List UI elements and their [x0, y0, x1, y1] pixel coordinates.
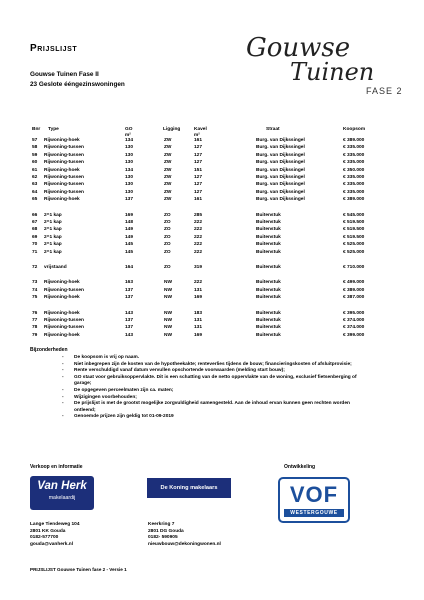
cell-go: 145 — [125, 249, 134, 255]
project-name: Gouwse Tuinen Fase II — [30, 71, 99, 78]
cell-nr: 76 — [32, 310, 38, 316]
cell-kavel: 131 — [194, 318, 203, 323]
cell-nr: 61 — [32, 167, 38, 173]
van-herk-logo-sub: makelaardij — [48, 495, 76, 501]
cell-straat: Buitenstuk — [256, 212, 281, 218]
cell-straat: Burg. van Dijkssingel — [256, 189, 305, 195]
cell-straat: Burg. van Dijkssingel — [256, 152, 305, 158]
cell-ligging: ZW — [164, 189, 172, 195]
col-header-kavel-unit: m² — [194, 132, 200, 138]
cell-go: 163 — [125, 280, 134, 286]
verkoop-title: Verkoop en informatie — [30, 464, 83, 470]
logo-line1: Gouwse — [246, 33, 351, 63]
cell-type: Rijwoning-tussen — [44, 182, 84, 188]
cell-go: 130 — [125, 189, 134, 195]
van-herk-logo-name: Van Herk — [37, 480, 87, 492]
table-row — [0, 189, 424, 196]
table-row — [0, 317, 424, 324]
cell-type: Rijwoning-hoek — [44, 332, 80, 338]
cell-go: 137 — [125, 318, 134, 323]
cell-go: 149 — [125, 227, 134, 233]
table-row — [0, 181, 424, 188]
cell-prijs: € 525.000 — [343, 242, 365, 248]
cell-ligging: NW — [164, 318, 172, 323]
cell-type: 2^1 kap — [44, 220, 62, 225]
cell-ligging: NW — [164, 332, 172, 338]
table-row — [0, 174, 424, 181]
cell-nr: 59 — [32, 152, 38, 158]
cell-straat: Burg. van Dijkssingel — [256, 197, 305, 203]
table-row — [0, 279, 424, 286]
cell-nr: 62 — [32, 175, 38, 180]
vof-westergouwe-logo — [278, 477, 350, 523]
cell-kavel: 169 — [194, 332, 203, 338]
col-header-go-unit: m² — [125, 132, 131, 138]
cell-kavel: 161 — [194, 138, 203, 143]
cell-ligging: NW — [164, 280, 172, 286]
cell-ligging: ZW — [164, 152, 172, 158]
gouwse-tuinen-logo — [238, 28, 408, 98]
cell-nr: 77 — [32, 318, 38, 323]
cell-prijs: € 374.000 — [343, 318, 365, 323]
cell-ligging: NW — [164, 325, 172, 331]
cell-prijs: € 395.000 — [343, 310, 365, 316]
cell-prijs: € 499.000 — [343, 280, 365, 286]
cell-kavel: 161 — [194, 197, 203, 203]
cell-straat: Burg. van Dijkssingel — [256, 182, 305, 188]
cell-prijs: € 710.000 — [343, 265, 365, 270]
cell-go: 130 — [125, 175, 134, 180]
cell-type: Rijwoning-tussen — [44, 145, 84, 151]
list-item: - Rente verschuldigd vanaf datum vervullen opschortende voorwaarden (melding start bouw); — [62, 368, 362, 375]
cell-ligging: ZO — [164, 265, 171, 270]
cell-straat: Buitenstuk — [256, 295, 281, 301]
table-row — [0, 137, 424, 144]
cell-kavel: 319 — [194, 265, 203, 270]
table-row — [0, 264, 424, 271]
cell-go: 137 — [125, 295, 134, 301]
cell-ligging: ZW — [164, 145, 172, 151]
cell-nr: 57 — [32, 138, 38, 143]
cell-go: 137 — [125, 287, 134, 293]
van-herk-street: Lange Tiendeweg 104 — [30, 522, 80, 527]
cell-prijs: € 525.000 — [343, 249, 365, 255]
cell-go: 130 — [125, 152, 134, 158]
list-item: - Niet inbegrepen zijn de kosten van de hypotheekakte; renteverlies tijdens de bouw; financieringskosten of afsluitprovisie; — [62, 362, 362, 369]
cell-go: 149 — [125, 234, 134, 240]
cell-straat: Buitenstuk — [256, 332, 281, 338]
cell-straat: Burg. van Dijkssingel — [256, 175, 305, 180]
cell-ligging: ZW — [164, 160, 172, 166]
cell-prijs: € 389.000 — [343, 287, 365, 293]
cell-nr: 69 — [32, 234, 38, 240]
cell-type: Rijwoning-tussen — [44, 152, 84, 158]
cell-nr: 75 — [32, 295, 38, 301]
logo-fase: FASE 2 — [366, 86, 403, 96]
cell-prijs: € 374.000 — [343, 325, 365, 331]
cell-prijs: € 519.500 — [343, 234, 365, 240]
table-row — [0, 241, 424, 248]
cell-kavel: 183 — [194, 310, 203, 316]
table-row — [0, 287, 424, 294]
cell-type: Rijwoning-tussen — [44, 160, 84, 166]
cell-prijs: € 399.000 — [343, 332, 365, 338]
list-item: - De opgegeven perceelmaten zijn ca. maten; — [62, 388, 362, 395]
cell-kavel: 222 — [194, 234, 203, 240]
van-herk-city: 2801 KK Gouda — [30, 528, 66, 534]
cell-prijs: € 335.000 — [343, 175, 365, 180]
cell-nr: 74 — [32, 287, 38, 293]
cell-prijs: € 389.000 — [343, 138, 365, 143]
cell-prijs: € 519.500 — [343, 227, 365, 233]
cell-prijs: € 335.000 — [343, 182, 365, 188]
cell-kavel: 222 — [194, 242, 203, 248]
cell-go: 134 — [125, 167, 134, 173]
cell-prijs: € 389.000 — [343, 197, 365, 203]
cell-go: 130 — [125, 145, 134, 151]
table-row — [0, 234, 424, 241]
cell-ligging: NW — [164, 310, 172, 316]
table-row — [0, 152, 424, 159]
col-header-type: Type — [48, 127, 59, 132]
ontwikkeling-title: Ontwikkeling — [284, 464, 316, 470]
cell-prijs: € 335.000 — [343, 160, 365, 166]
cell-kavel: 131 — [194, 325, 203, 331]
table-row — [0, 219, 424, 226]
table-row — [0, 144, 424, 151]
logo-line2: Tuinen — [290, 58, 375, 86]
table-row — [0, 159, 424, 166]
cell-kavel: 127 — [194, 189, 203, 195]
cell-go: 137 — [125, 325, 134, 331]
cell-prijs: € 335.000 — [343, 145, 365, 151]
cell-type: 2^1 kap — [44, 212, 62, 218]
cell-prijs: € 335.000 — [343, 189, 365, 195]
cell-kavel: 151 — [194, 167, 203, 173]
cell-type: Rijwoning-tussen — [44, 287, 84, 293]
cell-go: 130 — [125, 160, 134, 166]
cell-kavel: 222 — [194, 280, 203, 286]
table-row — [0, 226, 424, 233]
cell-kavel: 127 — [194, 145, 203, 151]
cell-ligging: NW — [164, 287, 172, 293]
cell-nr: 58 — [32, 145, 38, 151]
table-row — [0, 196, 424, 203]
cell-prijs: € 519.500 — [343, 220, 365, 225]
cell-prijs: € 335.000 — [343, 152, 365, 158]
cell-straat: Buitenstuk — [256, 227, 281, 233]
cell-kavel: 222 — [194, 220, 203, 225]
list-item: - De koopsom is vrij op naam. — [62, 355, 362, 362]
cell-ligging: ZW — [164, 175, 172, 180]
cell-type: 2^1 kap — [44, 249, 62, 255]
cell-ligging: ZO — [164, 249, 171, 255]
cell-type: Rijwoning-tussen — [44, 189, 84, 195]
vof-logo-main: VOF — [289, 482, 339, 507]
cell-type: Rijwoning-tussen — [44, 325, 84, 331]
col-header-go-label: GO — [125, 127, 133, 132]
cell-go: 134 — [125, 138, 134, 143]
list-item: - Genoemde prijzen zijn geldig tot 01-09-2019 — [62, 414, 362, 421]
cell-type: Rijwoning-hoek — [44, 197, 80, 203]
cell-ligging: ZW — [164, 167, 172, 173]
de-koning-phone: 0182- 590905 — [148, 535, 178, 541]
cell-kavel: 127 — [194, 175, 203, 180]
table-row — [0, 332, 424, 339]
cell-go: 143 — [125, 310, 134, 316]
cell-nr: 64 — [32, 189, 38, 195]
cell-kavel: 285 — [194, 212, 203, 218]
cell-go: 169 — [125, 212, 134, 218]
col-header-nr: Bnr — [32, 127, 41, 132]
cell-straat: Buitenstuk — [256, 242, 281, 248]
cell-straat: Burg. van Dijkssingel — [256, 145, 305, 151]
cell-kavel: 127 — [194, 182, 203, 188]
cell-go: 137 — [125, 197, 134, 203]
project-subtitle: 23 Geslote ééngezinswoningen — [30, 81, 125, 88]
cell-straat: Buitenstuk — [256, 265, 281, 270]
cell-nr: 79 — [32, 332, 38, 338]
cell-nr: 66 — [32, 212, 38, 218]
cell-type: Rijwoning-hoek — [44, 167, 80, 173]
cell-prijs: € 350.000 — [343, 167, 365, 173]
cell-nr: 78 — [32, 325, 38, 331]
cell-straat: Buitenstuk — [256, 310, 281, 316]
col-header-kavel-label: Kavel — [194, 127, 207, 132]
list-item: - Wijzigingen voorbehouden; — [62, 395, 362, 402]
table-row — [0, 324, 424, 331]
cell-straat: Burg. van Dijkssingel — [256, 160, 305, 166]
table-row — [0, 212, 424, 219]
cell-type: Rijwoning-tussen — [44, 175, 84, 180]
cell-nr: 71 — [32, 249, 38, 255]
cell-straat: Buitenstuk — [256, 287, 281, 293]
cell-go: 145 — [125, 242, 134, 248]
van-herk-logo — [30, 476, 94, 510]
cell-nr: 67 — [32, 220, 38, 225]
col-header-ligging: Ligging — [163, 127, 181, 132]
vof-logo-sub: WESTERGOUWE — [284, 509, 344, 517]
cell-go: 130 — [125, 182, 134, 188]
bijzonderheden-list — [62, 355, 362, 421]
cell-ligging: NW — [164, 295, 172, 301]
cell-nr: 60 — [32, 160, 38, 166]
cell-type: 2^1 kap — [44, 234, 62, 240]
page-title: Prijslijst — [30, 43, 78, 54]
cell-type: 2^1 kap — [44, 242, 62, 248]
cell-type: vrijstaand — [44, 265, 67, 270]
cell-kavel: 131 — [194, 287, 203, 293]
cell-kavel: 169 — [194, 295, 203, 301]
de-koning-email[interactable]: nieuwbouw@dekoningwonen.nl — [148, 541, 221, 547]
cell-type: 2^1 kap — [44, 227, 62, 233]
cell-straat: Buitenstuk — [256, 280, 281, 286]
van-herk-contact — [30, 522, 80, 548]
cell-kavel: 127 — [194, 160, 203, 166]
cell-ligging: ZW — [164, 197, 172, 203]
van-herk-phone: 0182-577700 — [30, 535, 59, 541]
col-header-prijs: Koopsom — [343, 127, 366, 132]
cell-kavel: 222 — [194, 227, 203, 233]
table-row — [0, 249, 424, 256]
cell-ligging: ZO — [164, 220, 171, 225]
cell-ligging: ZO — [164, 234, 171, 240]
cell-nr: 70 — [32, 242, 38, 248]
cell-ligging: ZO — [164, 227, 171, 233]
de-koning-contact — [148, 522, 221, 548]
cell-kavel: 127 — [194, 152, 203, 158]
table-row — [0, 167, 424, 174]
cell-straat: Buitenstuk — [256, 220, 281, 225]
cell-straat: Buitenstuk — [256, 325, 281, 331]
van-herk-email[interactable]: gouda@vanherk.nl — [30, 541, 74, 547]
cell-type: Rijwoning-hoek — [44, 138, 80, 143]
cell-ligging: ZO — [164, 242, 171, 248]
cell-prijs: € 545.000 — [343, 212, 365, 218]
cell-go: 143 — [125, 332, 134, 338]
cell-go: 148 — [125, 220, 134, 225]
cell-type: Rijwoning-tussen — [44, 318, 84, 323]
cell-go: 164 — [125, 265, 134, 270]
de-koning-logo: De Koning makelaars — [147, 478, 231, 498]
cell-type: Rijwoning-hoek — [44, 310, 80, 316]
cell-nr: 63 — [32, 182, 38, 188]
table-row — [0, 310, 424, 317]
cell-nr: 68 — [32, 227, 38, 233]
table-row — [0, 294, 424, 301]
cell-straat: Burg. van Dijkssingel — [256, 138, 305, 143]
cell-kavel: 222 — [194, 249, 203, 255]
cell-ligging: ZW — [164, 138, 172, 143]
bijzonderheden-title: Bijzonderheden — [30, 347, 68, 353]
page-footer: PRIJSLIJST Gouwse Tuinen fase 2 - Versie 1 — [30, 567, 127, 572]
cell-straat: Buitenstuk — [256, 249, 281, 255]
de-koning-street: Keerkring 7 — [148, 522, 175, 527]
cell-straat: Buitenstuk — [256, 318, 281, 323]
cell-straat: Burg. van Dijkssingel — [256, 167, 305, 173]
cell-ligging: ZW — [164, 182, 172, 188]
col-header-straat: Straat — [266, 127, 280, 132]
cell-type: Rijwoning-hoek — [44, 295, 80, 301]
cell-type: Rijwoning-hoek — [44, 280, 80, 286]
cell-nr: 73 — [32, 280, 38, 286]
cell-nr: 72 — [32, 265, 38, 270]
cell-prijs: € 387.000 — [343, 295, 365, 301]
cell-straat: Buitenstuk — [256, 234, 281, 240]
list-item: - De prijslijst is met de grootst mogelijke zorgvuldigheid samengesteld. Aan de inhoud ervan kunnen geen rechten worden ontleend; — [62, 401, 362, 414]
cell-ligging: ZO — [164, 212, 171, 218]
de-koning-city: 2801 DG Gouda — [148, 528, 184, 534]
cell-nr: 65 — [32, 197, 38, 203]
list-item: - GO staat voor gebruiksoppervlakte. Dit is een schatting van de netto oppervlakte van de woning, exclusief fietsenberging of garage; — [62, 375, 362, 388]
